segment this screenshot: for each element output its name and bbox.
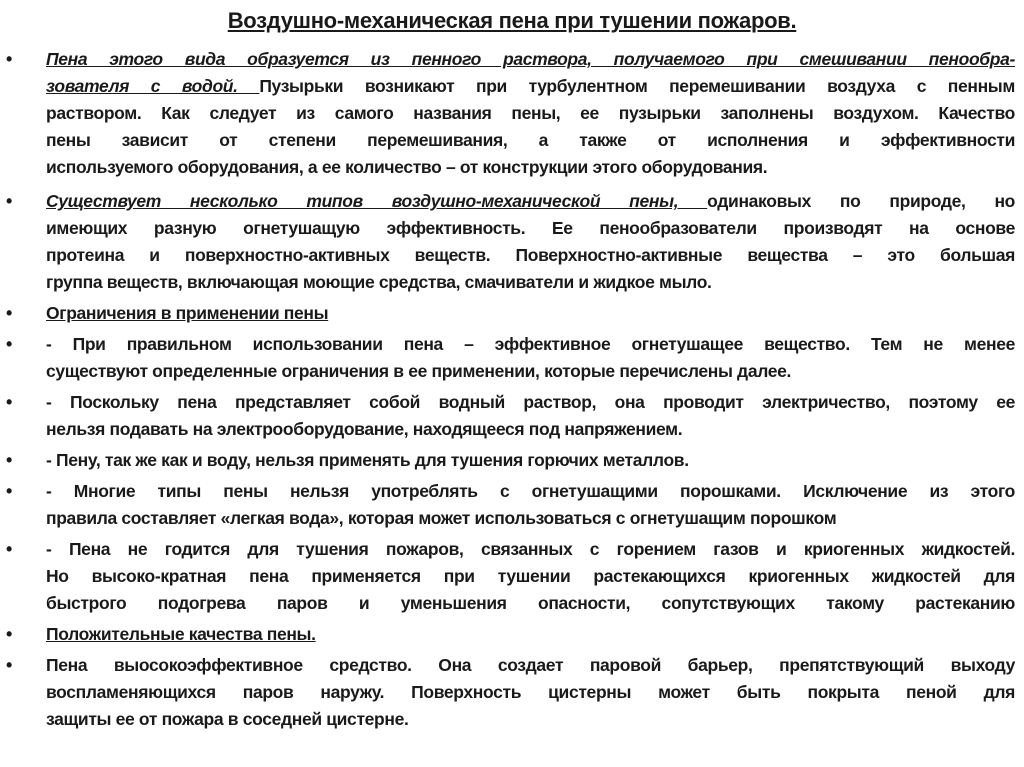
- bullet-icon: •: [6, 481, 13, 501]
- body-text: Пузырьки возникают при турбулентном перемешивании воздуха с пенным: [259, 76, 1015, 96]
- body-text: нельзя подавать на электрооборудование, находящееся под напряжением.: [46, 419, 683, 439]
- bullet-icon: •: [6, 450, 13, 470]
- bullet-icon: •: [6, 624, 13, 644]
- body-text: быстрого подогрева паров и уменьшения опасности, сопутствующих такому растеканию: [46, 593, 1015, 613]
- text-line: [46, 416, 1015, 443]
- body-text: пены зависит от степени перемешивания, а также от исполнения и эффективности: [46, 130, 1015, 150]
- list-item: [0, 331, 1024, 385]
- text-line: [46, 188, 1015, 215]
- body-text: протеина и поверхностно-активных веществ. Поверхностно-активные вещества – это большая: [46, 245, 1015, 265]
- list-item: [0, 536, 1024, 617]
- text-line: [46, 242, 1015, 269]
- list-item: [0, 478, 1024, 532]
- text-line: [46, 215, 1015, 242]
- body-text: - Многие типы пены нельзя употреблять с огнетушащими порошками. Исключение из этого: [46, 481, 1015, 501]
- text-line: [46, 478, 1015, 505]
- body-text: Пена выосокоэффективное средство. Она создает паровой барьер, препятствующий выходу: [46, 655, 1015, 675]
- body-text: защиты ее от пожара в соседней цистерне.: [46, 709, 409, 729]
- body-text: имеющих разную огнетушащую эффективность. Ее пенообразователи производят на основе: [46, 218, 1015, 238]
- section-heading-item: [0, 621, 1024, 648]
- text-line: [46, 127, 1015, 154]
- text-line: [46, 46, 1015, 73]
- body-text: - Поскольку пена представляет собой водный раствор, она проводит электричество, поэтому ее: [46, 392, 1015, 412]
- text-line: [46, 652, 1015, 679]
- text-line: [46, 100, 1015, 127]
- body-text: раствором. Как следует из самого названия пены, ее пузырьки заполнены воздухом. Качество: [46, 103, 1015, 123]
- list-item: [0, 188, 1024, 296]
- emphasized-text: Пена этого вида образуется из пенного раствора, получаемого при смешивании пенообра-: [46, 49, 1015, 69]
- body-text: используемого оборудования, а ее количество – от конструкции этого оборудования.: [46, 157, 768, 177]
- list-item: [0, 447, 1024, 474]
- body-text: воспламеняющихся паров наружу. Поверхность цистерны может быть покрыта пеной для: [46, 682, 1015, 702]
- list-item: [0, 46, 1024, 181]
- text-line: [46, 269, 1015, 296]
- emphasized-text: зователя с водой.: [46, 76, 260, 96]
- list-item: [0, 652, 1024, 733]
- emphasized-text: Существует несколько типов воздушно-механической пены,: [46, 191, 708, 211]
- bullet-icon: •: [6, 303, 13, 323]
- section-heading: Ограничения в применении пены: [46, 303, 329, 323]
- text-line: [46, 73, 1015, 100]
- bullet-icon: •: [6, 191, 13, 211]
- body-text: группа веществ, включающая моющие средства, смачиватели и жидкое мыло.: [46, 272, 712, 292]
- body-text: - При правильном использовании пена – эффективное огнетушащее вещество. Тем не менее: [46, 334, 1015, 354]
- text-line: [46, 563, 1015, 590]
- text-line: [46, 505, 1015, 532]
- text-line: [46, 590, 1015, 617]
- body-text: существуют определенные ограничения в ее применении, которые перечислены далее.: [46, 361, 792, 381]
- bullet-icon: •: [6, 392, 13, 412]
- section-heading-item: [0, 300, 1024, 327]
- body-text: правила составляет «легкая вода», которая может использоваться с огнетушащим порошком: [46, 508, 837, 528]
- text-line: [46, 154, 1015, 181]
- bullet-icon: •: [6, 49, 13, 69]
- bullet-icon: •: [6, 539, 13, 559]
- bullet-icon: •: [6, 334, 13, 354]
- text-line: [46, 331, 1015, 358]
- list-item: [0, 389, 1024, 443]
- body-text: - Пена не годится для тушения пожаров, связанных с горением газов и криогенных жидкостей.: [46, 539, 1015, 559]
- section-heading: Положительные качества пены.: [46, 624, 316, 644]
- body-text: - Пену, так же как и воду, нельзя применять для тушения горючих металлов.: [46, 450, 689, 470]
- text-line: [46, 358, 1015, 385]
- text-line: [46, 679, 1015, 706]
- slide-title: Воздушно-механическая пена при тушении пожаров.: [227, 8, 797, 33]
- bullet-list: [0, 46, 1024, 733]
- text-line: [46, 706, 1015, 733]
- bullet-icon: •: [6, 655, 13, 675]
- text-line: [46, 447, 1015, 474]
- text-line: [46, 389, 1015, 416]
- body-text: одинаковых по природе, но: [707, 191, 1015, 211]
- text-line: [46, 536, 1015, 563]
- body-text: Но высоко-кратная пена применяется при тушении растекающихся криогенных жидкостей для: [46, 566, 1015, 586]
